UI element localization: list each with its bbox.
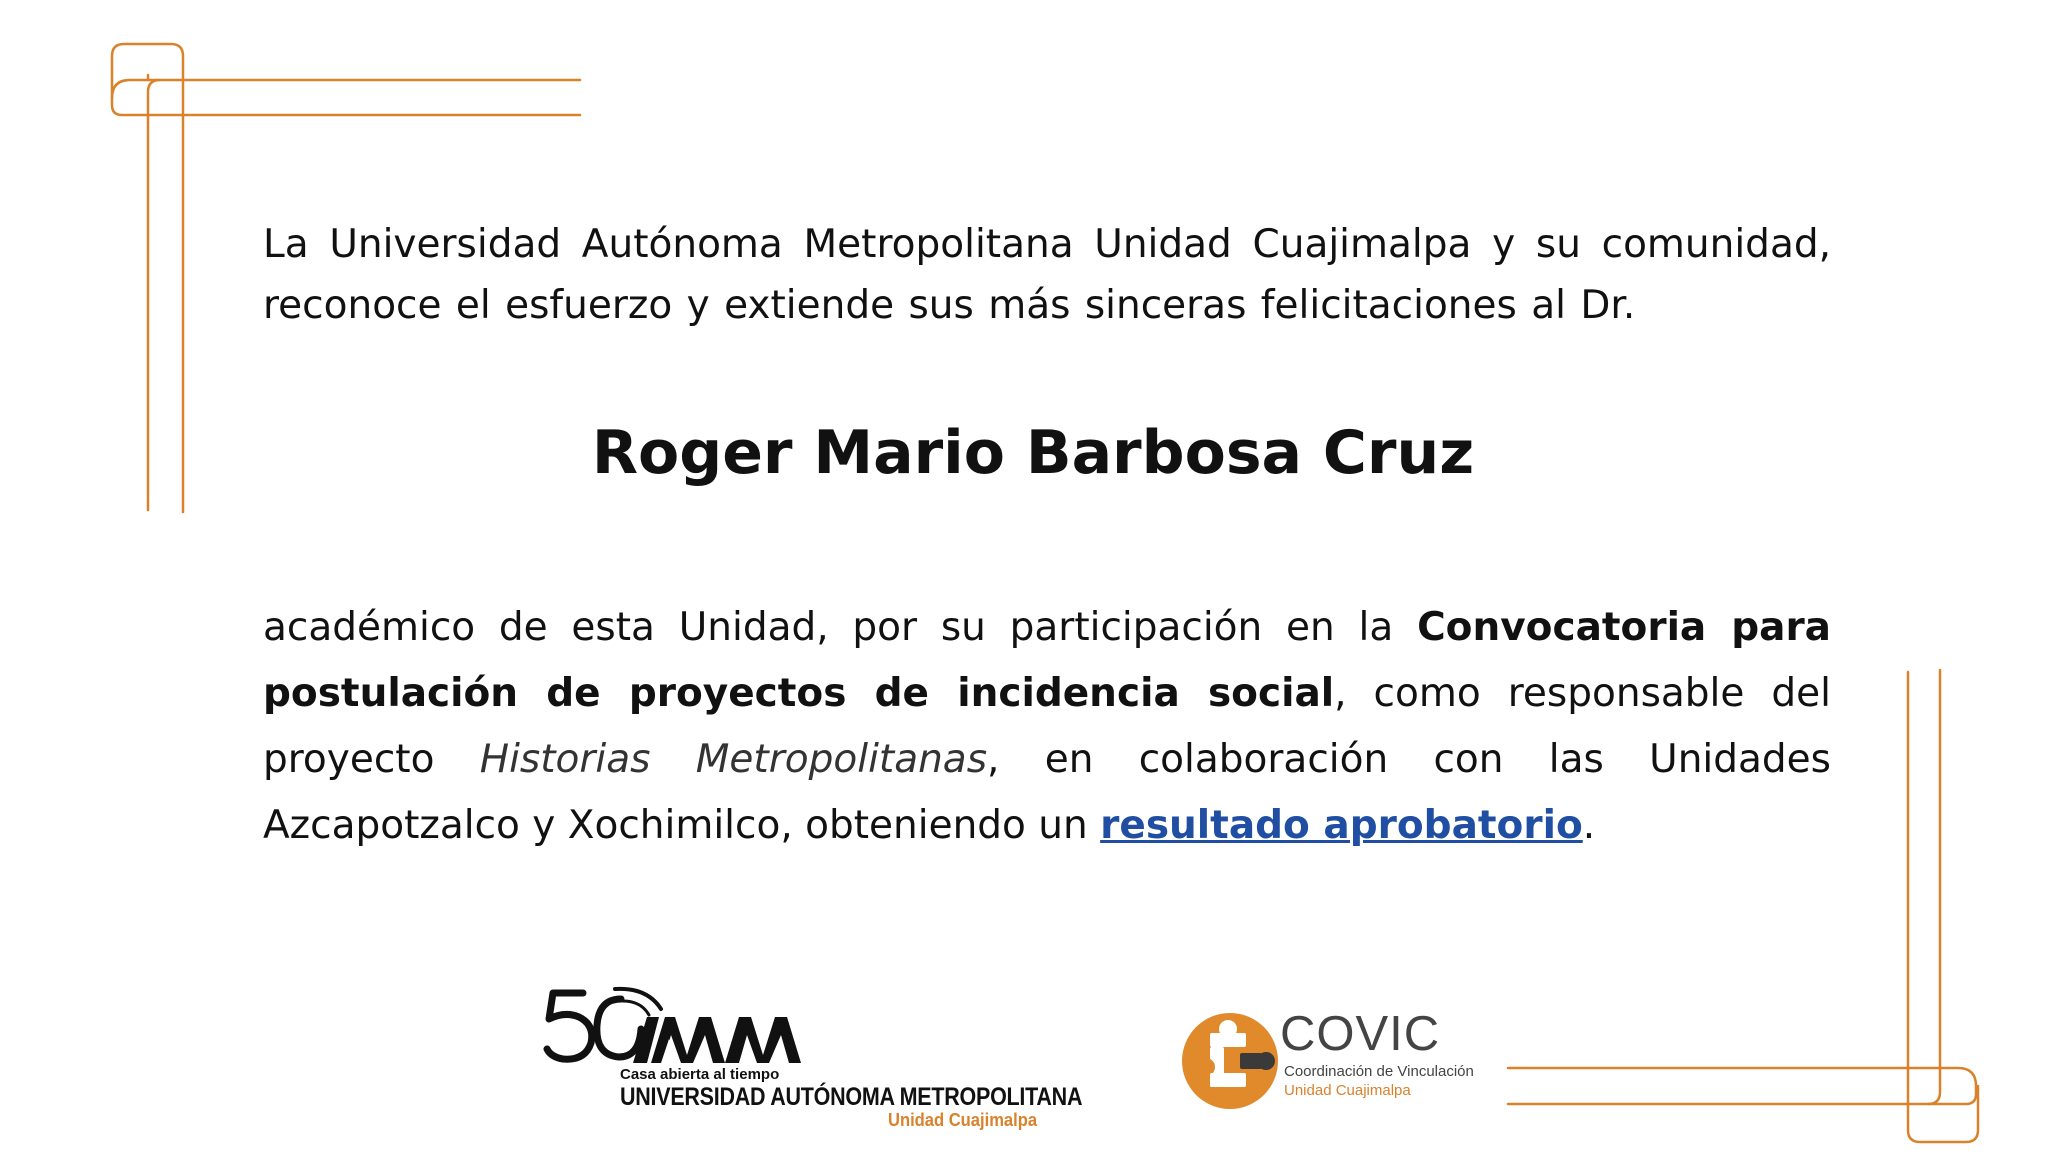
body-text-1: académico de esta Unidad, por su participación en la xyxy=(263,605,1418,650)
covic-subtitle: Coordinación de Vinculación xyxy=(1284,1063,1474,1080)
call-name: Convocatoria para postulación de proyectos de incidencia social xyxy=(263,605,1831,716)
uam-name: UNIVERSIDAD AUTÓNOMA METROPOLITANA xyxy=(620,1083,1083,1111)
result-link[interactable]: resultado aprobatorio xyxy=(1100,803,1583,848)
body-text-4: . xyxy=(1582,803,1596,848)
honoree-name: Roger Mario Barbosa Cruz xyxy=(591,418,1475,488)
covic-unit: Unidad Cuajimalpa xyxy=(1284,1082,1411,1099)
body-text-2: , como responsable del proyecto xyxy=(263,671,1831,782)
intro-paragraph: La Universidad Autónoma Metropolitana Unidad Cuajimalpa y su comunidad, reconoce el esfuerzo y extiende sus más sinceras felicitaciones al Dr. xyxy=(263,222,1831,328)
uam-tagline: Casa abierta al tiempo xyxy=(620,1066,780,1083)
body-text-3: , en colaboración con las Unidades Azcapotzalco y Xochimilco, obteniendo un xyxy=(263,737,1831,848)
covic-puzzle-logo xyxy=(1178,1007,1288,1112)
body-paragraph xyxy=(263,595,1831,859)
uam-unit: Unidad Cuajimalpa xyxy=(888,1110,1038,1130)
covic-title: COVIC xyxy=(1280,1007,1441,1061)
project-name: Historias Metropolitanas xyxy=(479,737,988,782)
